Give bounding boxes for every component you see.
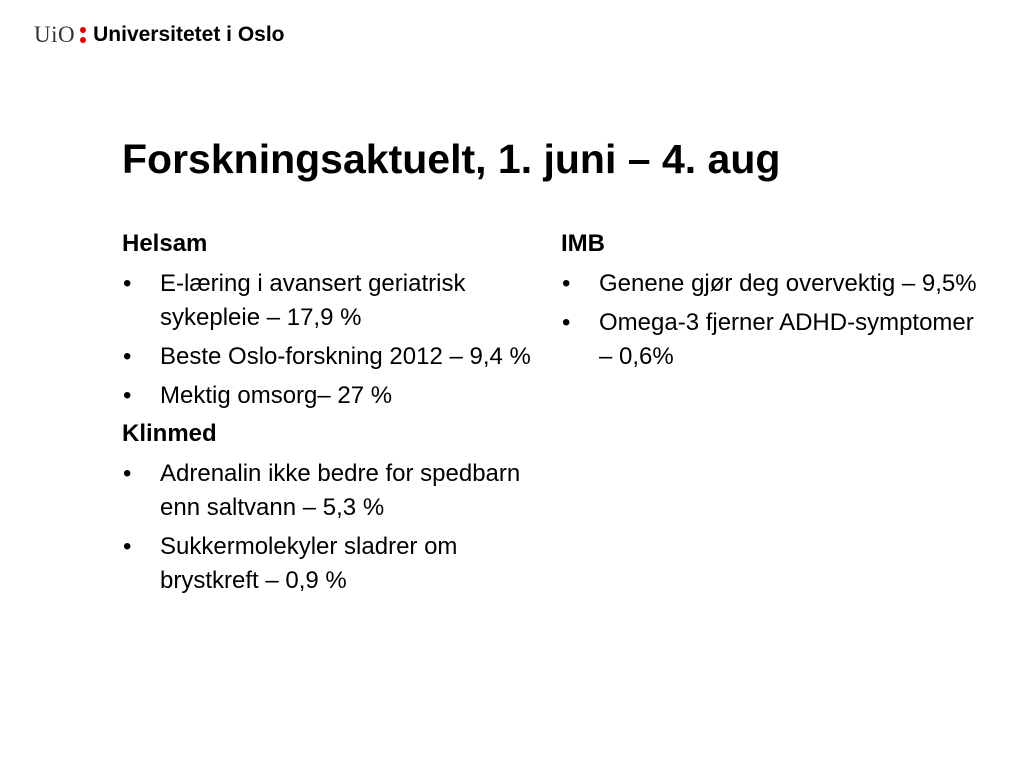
list-item — [122, 340, 542, 374]
logo-short-name: UiO — [34, 22, 76, 47]
list-item-text: E-læring i avansert geriatrisk sykepleie – 17,9 % — [160, 270, 466, 331]
list-item-text: Mektig omsorg– 27 % — [160, 382, 393, 409]
bullet-icon: • — [123, 533, 132, 560]
left-column — [122, 229, 542, 604]
list-item — [561, 267, 981, 301]
slide-title: Forskningsaktuelt, 1. juni – 4. aug — [122, 136, 781, 182]
logo-full-name: Universitetet i Oslo — [93, 23, 285, 46]
list-item-text: Adrenalin ikke bedre for spedbarn enn saltvann – 5,3 % — [160, 460, 521, 521]
list-item — [122, 267, 542, 335]
list-item-text: Omega-3 fjerner ADHD-symptomer – 0,6% — [599, 309, 974, 370]
list-item — [122, 530, 542, 598]
bullet-list-klinmed — [122, 457, 542, 598]
bullet-icon: • — [123, 270, 132, 297]
bullet-list-imb — [561, 267, 981, 374]
section-heading-helsam: Helsam — [122, 230, 208, 257]
list-item — [122, 457, 542, 525]
bullet-icon: • — [123, 460, 132, 487]
bullet-icon: • — [562, 309, 571, 336]
section-heading-klinmed: Klinmed — [122, 420, 217, 447]
list-item-text: Genene gjør deg overvektig – 9,5% — [599, 270, 977, 297]
bullet-icon: • — [123, 382, 132, 409]
bullet-icon: • — [562, 270, 571, 297]
bullet-list-helsam — [122, 267, 542, 413]
list-item — [122, 379, 542, 413]
logo-dots-icon — [80, 27, 86, 43]
bullet-icon: • — [123, 343, 132, 370]
list-item-text: Sukkermolekyler sladrer om brystkreft – 0,9 % — [160, 533, 458, 594]
list-item-text: Beste Oslo-forskning 2012 – 9,4 % — [160, 343, 531, 370]
right-column — [561, 229, 981, 380]
section-heading-imb: IMB — [561, 230, 605, 257]
uio-logo — [34, 20, 285, 50]
list-item — [561, 306, 981, 374]
